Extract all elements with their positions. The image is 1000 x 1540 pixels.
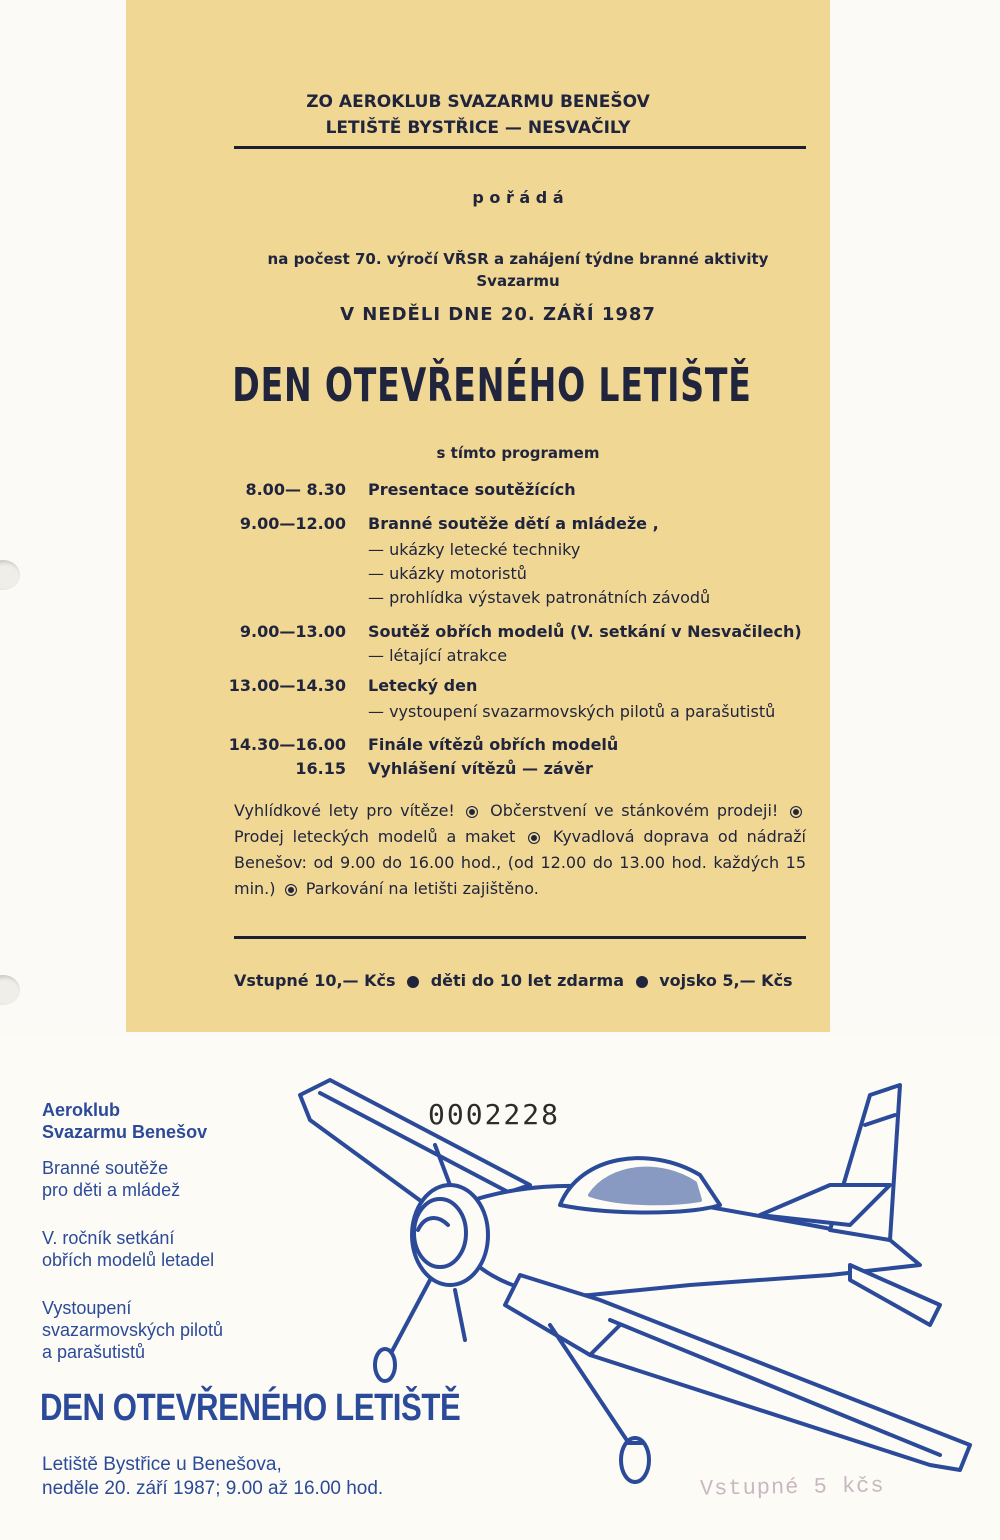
program-activity: Branné soutěže dětí a mládeže , (368, 514, 659, 533)
bullet-icon (285, 884, 297, 896)
program-time: 9.00—13.00 (239, 622, 346, 641)
bullet-icon (407, 976, 419, 988)
item3-line-3: a parašutistů (42, 1342, 146, 1362)
ticket-item-3 (42, 1297, 223, 1363)
occasion-line-1: na počest 70. výročí VŘSR a zahájení týdne branné aktivity (267, 250, 769, 268)
event-poster (126, 0, 830, 1032)
info-parking: Parkování na letišti zajištěno. (305, 879, 539, 898)
ticket-club (42, 1099, 207, 1143)
item2-line-2: obřích modelů letadel (42, 1250, 215, 1270)
bullet-icon (466, 806, 478, 818)
item2-line-1: V. ročník setkání (42, 1228, 175, 1248)
program-time: 16.15 (295, 759, 346, 778)
item3-line-2: svazarmovských pilotů (42, 1320, 224, 1340)
info-shuttle: Kyvadlová doprava od nádraží Benešov: od 9.00 do 16.00 hod., (od 12.00 do 13.00 hod. každých 15 min.) (234, 827, 806, 898)
admission-adults: Vstupné 10,— Kčs (234, 971, 396, 990)
entry-ticket (0, 1035, 1000, 1540)
program-time: 9.00—12.00 (239, 514, 346, 533)
program-row (126, 480, 830, 502)
binder-hole-bottom (0, 975, 20, 1005)
bullet-icon (636, 976, 648, 988)
program-row (126, 735, 830, 757)
event-date: V NEDĚLI DNE 20. ZÁŘÍ 1987 (340, 304, 656, 325)
ticket-place: Letiště Bystřice u Benešova, (42, 1454, 282, 1475)
airplane-illustration (290, 1065, 990, 1505)
club-line-1: Aeroklub (42, 1100, 121, 1120)
occasion-line-2: Svazarmu (476, 272, 560, 290)
program-time: 8.00— 8.30 (245, 480, 346, 499)
program-subitem: — ukázky letecké techniky (368, 540, 581, 559)
program-activity: Finále vítězů obřích modelů (368, 735, 619, 754)
organizes-text: p o ř á d á (472, 188, 564, 207)
ticket-serial-number: 0002228 (428, 1098, 561, 1131)
program-activity: Presentace soutěžících (368, 480, 576, 499)
info-refreshments: Občerstvení ve stánkovém prodeji! (490, 801, 779, 820)
program-subitem: — prohlídka výstavek patronátních závodů (368, 588, 711, 607)
bullet-icon (528, 832, 540, 844)
airfield-name: LETIŠTĚ BYSTŘICE — NESVAČILY (325, 118, 631, 138)
program-row (126, 759, 830, 781)
program-activity: Letecký den (368, 676, 478, 695)
ticket-datetime: neděle 20. září 1987; 9.00 až 16.00 hod. (42, 1478, 384, 1499)
program-row (126, 622, 830, 644)
program-subitem: — ukázky motoristů (368, 564, 527, 583)
item1-line-2: pro děti a mládež (42, 1180, 181, 1200)
poster-title: DEN OTEVŘENÉHO LETIŠTĚ (232, 358, 752, 412)
program-row (126, 676, 830, 698)
binder-hole-top (0, 560, 20, 590)
admission-children: děti do 10 let zdarma (430, 971, 625, 990)
ticket-title: DEN OTEVŘENÉHO LETIŠTĚ (40, 1387, 461, 1429)
ticket-item-1 (42, 1157, 180, 1201)
bullet-icon (790, 806, 802, 818)
program-activity: Soutěž obřích modelů (V. setkání v Nesvačilech) (368, 622, 802, 641)
item3-line-1: Vystoupení (42, 1298, 132, 1318)
program-time: 14.30—16.00 (228, 735, 346, 754)
program-subitem: — létající atrakce (368, 646, 508, 665)
organizer-name: ZO AEROKLUB SVAZARMU BENEŠOV (306, 92, 650, 112)
item1-line-1: Branné soutěže (42, 1158, 169, 1178)
admission-line (234, 971, 806, 990)
program-activity: Vyhlášení vítězů — závěr (368, 759, 593, 778)
program-subitem: — vystoupení svazarmovských pilotů a parašutistů (368, 702, 776, 721)
program-row (126, 514, 830, 536)
program-intro: s tímto programem (436, 444, 600, 462)
info-model-sale: Prodej leteckých modelů a maket (234, 827, 516, 846)
footer-divider (234, 936, 806, 939)
event-info (234, 798, 806, 902)
price-stamp: Vstupné 5 kčs (699, 1473, 885, 1502)
ticket-item-2 (42, 1227, 214, 1271)
header-divider (234, 146, 806, 149)
program-time: 13.00—14.30 (228, 676, 346, 695)
admission-army: vojsko 5,— Kčs (659, 971, 793, 990)
info-scenic-flights: Vyhlídkové lety pro vítěze! (234, 801, 455, 820)
club-line-2: Svazarmu Benešov (42, 1122, 208, 1142)
